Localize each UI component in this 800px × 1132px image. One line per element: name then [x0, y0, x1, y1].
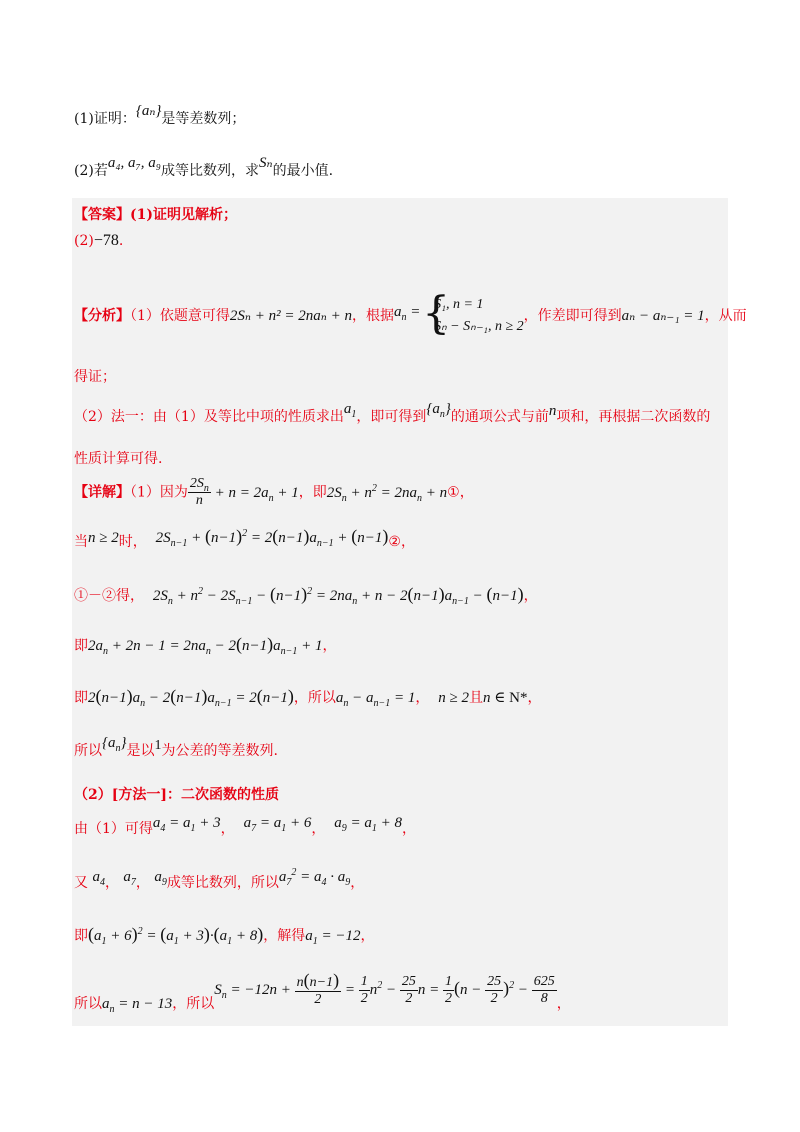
question-1: (1)证明：{aₙ}是等差数列； — [74, 103, 246, 127]
detail-line-2: 当n ≥ 2时， $2S_{n-1} + (n-1)^2 = 2(n-1)a_{n-1}$ + (n−1)②， — [74, 526, 415, 550]
analysis-line-2: （2）法一：由（1）及等比中项的性质求出$a_1$，即可得到$\{a_n\}$的通项公式与前n项和，再根据二次函数的 — [74, 401, 711, 425]
question-2: (2)若a₄, a₇, a₉成等比数列，求Sₙ的最小值. — [74, 155, 334, 179]
part2-line-3: 即$(a_1 + 6)^2 = (a_1 + 3)\cdot(a_1 + 8)$，解得$a_1 = -12$， — [74, 924, 375, 947]
sequence-an: {aₙ} — [135, 103, 162, 119]
part2-line-4: 所以$a_n = n - 13$，所以$S_n = -12n$ + $\frac{n(n-1)}{2}$ = $\frac{1}{2}$ $n^2$ − $\frac{25}{2}$ n = $\frac{1}{2}$ (n − $\frac{25}{2}$ )$^2$ − $\frac{625}{8}$ ， — [74, 970, 571, 1015]
detail-line-1: 【详解】（1）因为 $\frac{2S_n}{n}$ + $n = 2a_n + 1$，即$2S_n + n^2 = 2na_n$ + n①， — [74, 476, 474, 508]
part2-heading: （2）[方法一]：二次函数的性质 — [74, 787, 279, 803]
analysis-line-3: 性质计算可得. — [74, 451, 163, 467]
part2-line-1: 由（1）可得$a_4 = a_1 + 3$， $a_7 = a_1 + 6$， $a_9 = a_1 + 8$， — [74, 815, 416, 837]
part2-line-2: 又 $a_4$， $a_7$， $a_9$成等比数列，所以$a_7^2 = a_4 \cdot a_9$， — [74, 867, 365, 891]
analysis-line-1b: 得证； — [74, 369, 116, 385]
answer-line: 【答案】(1)证明见解析； — [74, 207, 237, 223]
answer-part2: (2)−78. — [74, 232, 124, 249]
analysis-line-1: 【分析】（1）依题意可得2Sₙ + n² = 2naₙ + n，根据$a_n$ = { S₁, n = 1 Sₙ − Sₙ₋₁, n ≥ 2 ，作差即可得到aₙ − aₙ₋₁ = 1，从而 — [74, 294, 747, 338]
piecewise-formula: { S₁, n = 1 Sₙ − Sₙ₋₁, n ≥ 2 — [424, 294, 524, 338]
detail-line-5: 即$2(n-1)a_n - 2(n-1)a_{n-1} = 2(n-1)$，所以$a_n - a_{n-1} = 1$， n ≥ 2且n ∈ N*， — [74, 686, 542, 709]
detail-line-4: 即$2a_n + 2n - 1 = 2na_n - 2(n-1)a_{n-1} + 1$， — [74, 634, 337, 657]
detail-line-6: 所以$\{a_n\}$是以1为公差的等差数列. — [74, 735, 278, 759]
detail-line-3: ①－②得， $2S_n + n^2 - 2S_{n-1} - (n-1)^2 = 2na_n + n - 2(n-1)a_{n-1} - (n-1)$， — [74, 584, 538, 607]
